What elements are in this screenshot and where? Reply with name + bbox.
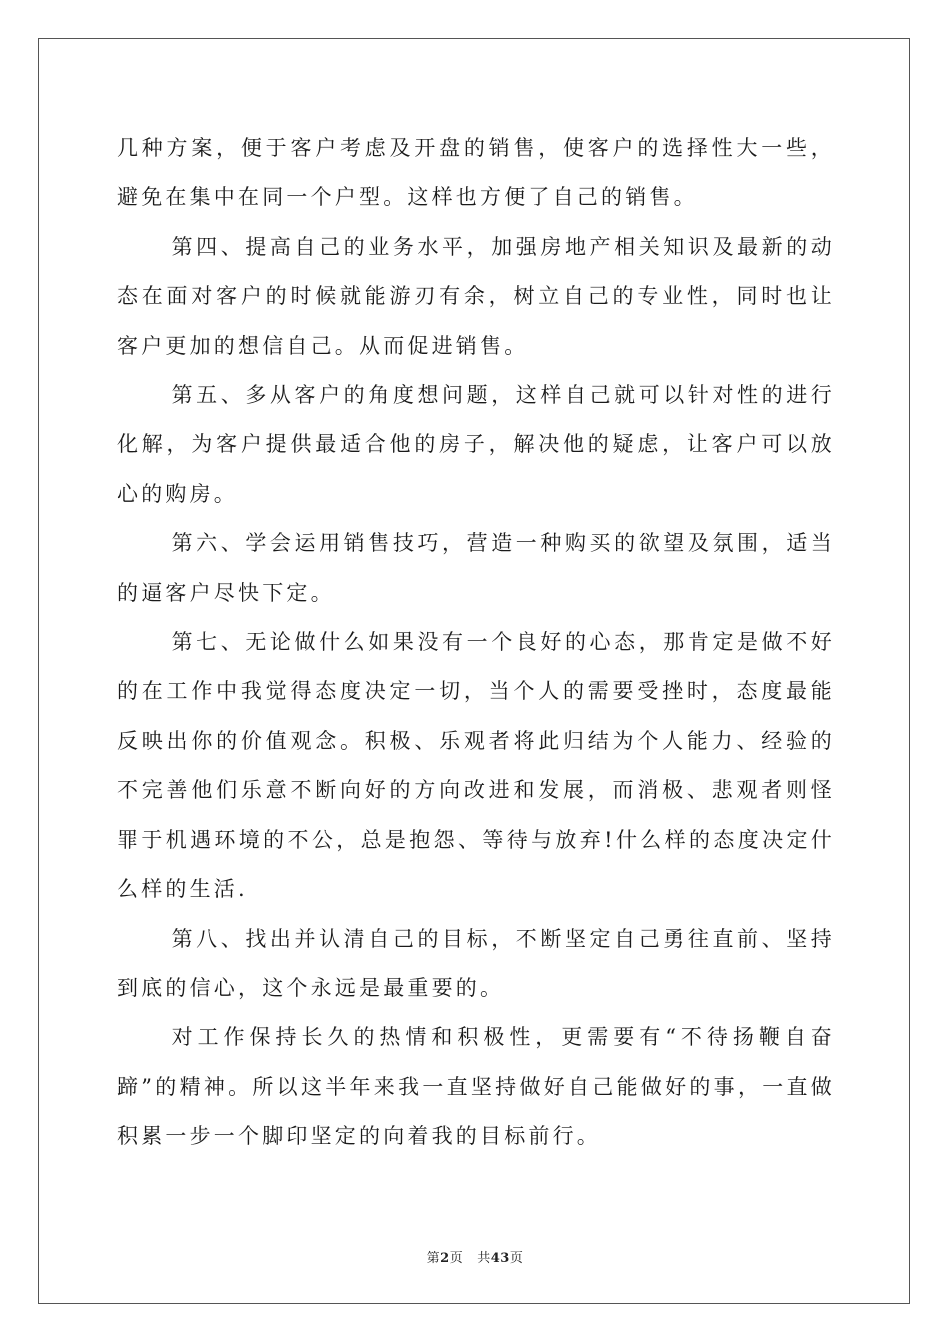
- page-number: 2: [440, 1251, 450, 1266]
- paragraph-7: 对工作保持长久的热情和积极性，更需要有“不待扬鞭自奋蹄”的精神。所以这半年来我一直坚持做好自己能做好的事，一直做积累一步一个脚印坚定的向着我的目标前行。: [117, 1025, 835, 1149]
- paragraph-3: 第五、多从客户的角度想问题，这样自己就可以针对性的进行化解，为客户提供最适合他的房子，解决他的疑虑，让客户可以放心的购房。: [117, 383, 835, 506]
- total-suffix: 页: [509, 1251, 524, 1266]
- paragraph-2: 第四、提高自己的业务水平，加强房地产相关知识及最新的动态在面对客户的时候就能游刃有余，树立自己的专业性，同时也让客户更加的想信自己。从而促进销售。: [117, 234, 835, 358]
- page-prefix: 第: [426, 1251, 441, 1266]
- document-body: [117, 124, 835, 1162]
- paragraph-4: 第六、学会运用销售技巧，营造一种购买的欲望及氛围，适当的逼客户尽快下定。: [117, 531, 835, 605]
- page-suffix: 页: [449, 1251, 464, 1266]
- total-prefix: 共: [477, 1251, 491, 1266]
- paragraph-5: 第七、无论做什么如果没有一个良好的心态，那肯定是做不好的在工作中我觉得态度决定一切，当个人的需要受挫时，态度最能反映出你的价值观念。积极、乐观者将此归结为个人能力、经验的不完善他们乐意不断向好的方向改进和发展，而消极、悲观者则怪罪于机遇环境的不公，总是抱怨、等待与放弃!什么样的态度决定什么样的生活.: [117, 630, 835, 902]
- total-pages: 43: [490, 1251, 510, 1266]
- page-footer: [0, 1247, 950, 1266]
- paragraph-6: 第八、找出并认清自己的目标，不断坚定自己勇往直前、坚持到底的信心，这个永远是最重要的。: [117, 926, 835, 1000]
- paragraph-1: 几种方案，便于客户考虑及开盘的销售，使客户的选择性大一些，避免在集中在同一个户型。这样也方便了自己的销售。: [117, 136, 835, 210]
